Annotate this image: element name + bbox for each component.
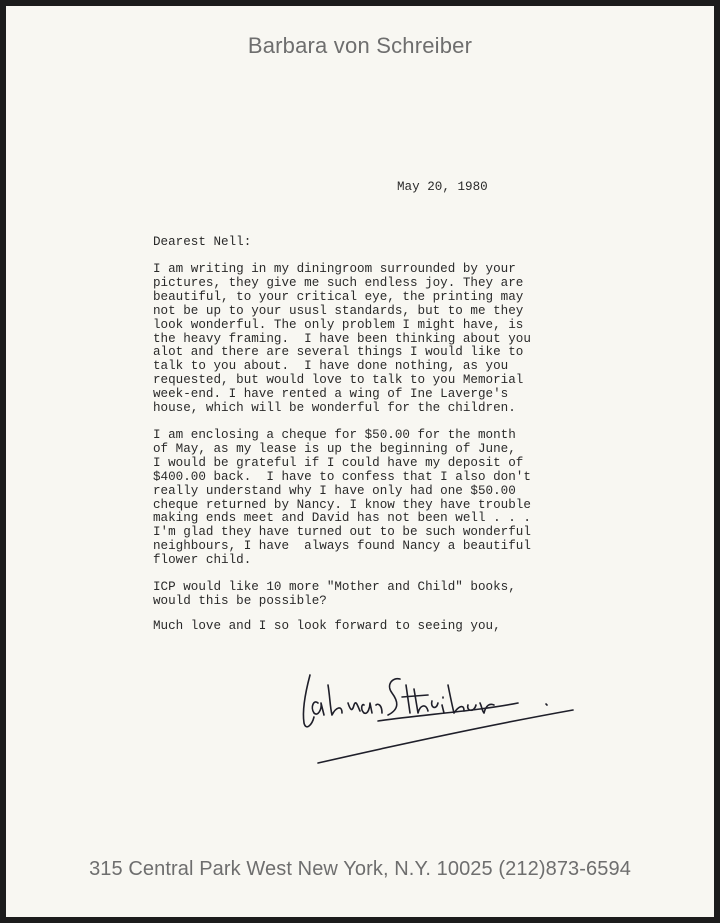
- letter-date: May 20, 1980: [397, 180, 488, 194]
- paragraph-line: not be up to your ususl standards, but to me they: [153, 303, 524, 318]
- paragraph-line: I would be grateful if I could have my deposit of: [153, 455, 524, 470]
- paragraph-line: I am enclosing a cheque for $50.00 for the month: [153, 428, 516, 442]
- paragraph-3: [153, 581, 583, 609]
- letterhead-name: Barbara von Schreiber: [247, 33, 473, 58]
- paragraph-line: alot and there are several things I would like to: [153, 345, 524, 360]
- paragraph-2: [153, 429, 583, 568]
- salutation: Dearest Nell:: [153, 235, 252, 249]
- letterhead-address: 315 Central Park West New York, N.Y. 10025 (212)873-6594: [89, 858, 631, 880]
- paragraph-line: look wonderful. The only problem I might have, is: [153, 317, 524, 332]
- paragraph-line: would this be possible?: [153, 593, 327, 608]
- paragraph-line: talk to you about. I have done nothing, as you: [153, 359, 509, 374]
- paragraph-line: beautiful, to your critical eye, the printing may: [153, 289, 524, 304]
- paragraph-line: I am writing in my diningroom surrounded by your: [153, 262, 516, 276]
- paragraph-line: $400.00 back. I have to confess that I also don't: [153, 469, 531, 484]
- paragraph-line: of May, as my lease is up the beginning of June,: [153, 441, 516, 456]
- paragraph-1: [153, 263, 583, 416]
- paragraph-line: requested, but would love to talk to you Memorial: [153, 373, 524, 388]
- paragraph-line: I'm glad they have turned out to be such wonderful: [153, 525, 531, 540]
- handwritten-signature: [288, 655, 588, 770]
- paragraph-line: flower child.: [153, 553, 252, 568]
- paragraph-line: neighbours, I have always found Nancy a beautiful: [153, 539, 531, 554]
- paragraph-line: really understand why I have only had one $50.00: [153, 483, 516, 498]
- paragraph-line: making ends meet and David has not been well . . .: [153, 511, 531, 526]
- closing: [153, 620, 583, 634]
- paragraph-line: pictures, they give me such endless joy. They are: [153, 275, 524, 290]
- paragraph-line: cheque returned by Nancy. I know they have trouble: [153, 497, 531, 512]
- paragraph-line: ICP would like 10 more "Mother and Child" books,: [153, 580, 516, 594]
- closing-line: Much love and I so look forward to seeing you,: [153, 619, 501, 633]
- paragraph-line: week-end. I have rented a wing of Ine Laverge's: [153, 387, 509, 402]
- paragraph-line: house, which will be wonderful for the children.: [153, 401, 516, 416]
- paragraph-line: the heavy framing. I have been thinking about you: [153, 331, 531, 346]
